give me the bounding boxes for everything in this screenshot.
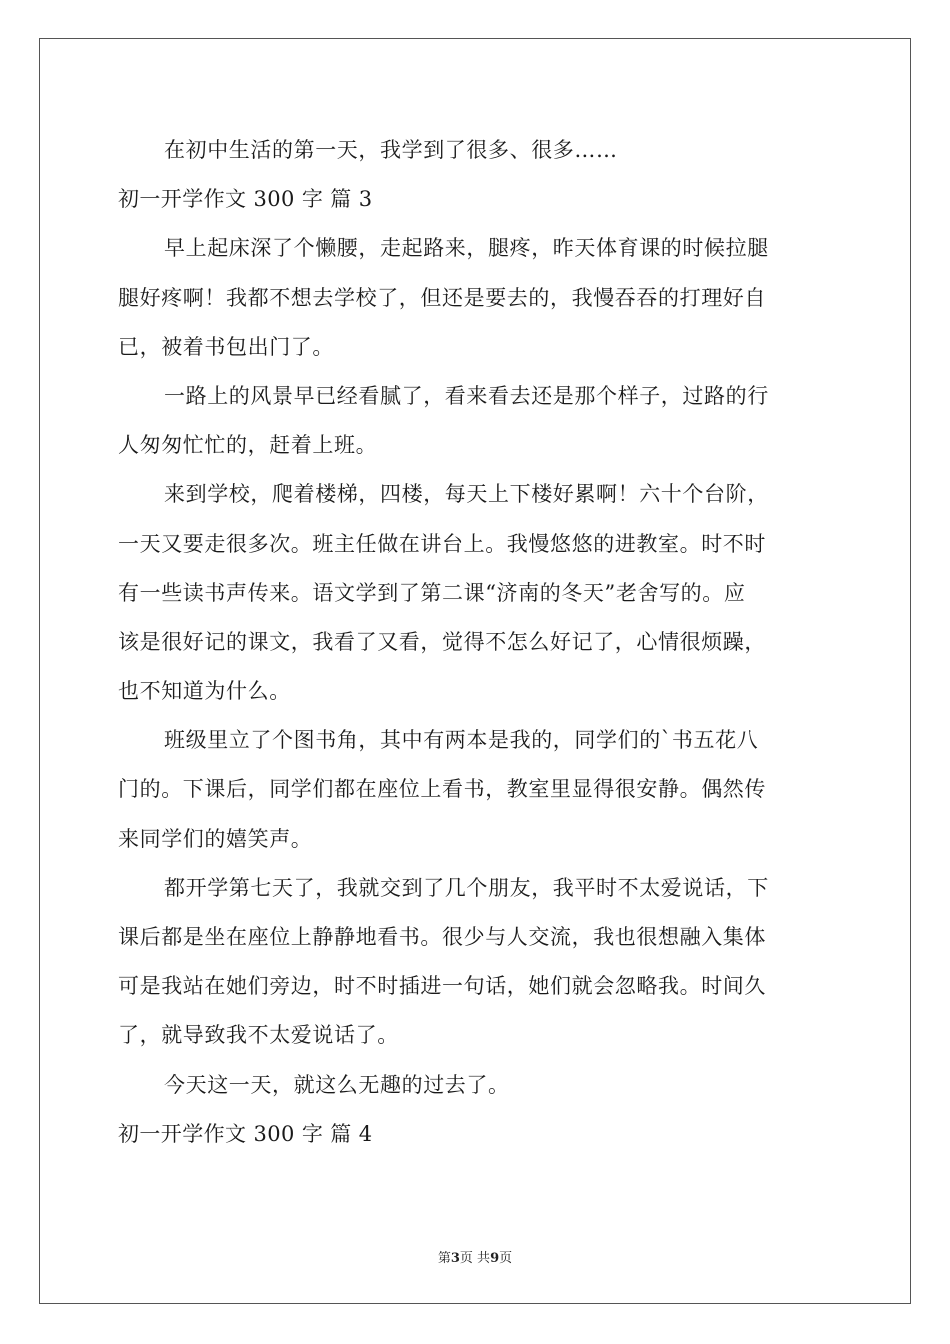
footer-suffix: 页 (499, 1251, 513, 1266)
paragraph-line: 有一些读书声传来。语文学到了第二课“济南的冬天”老舍写的。应 (118, 580, 746, 605)
paragraph-line: 都开学第七天了，我就交到了几个朋友，我平时不太爱说话，下 (164, 875, 769, 900)
paragraph-line: 门的。下课后，同学们都在座位上看书，教室里显得很安静。偶然传 (118, 777, 766, 802)
paragraph-line: 可是我站在她们旁边，时不时插进一句话，她们就会忽略我。时间久 (118, 974, 766, 999)
paragraph-line: 一天又要走很多次。班主任做在讲台上。我慢悠悠的进教室。时不时 (118, 531, 766, 556)
page-footer (0, 1247, 950, 1266)
paragraph-line: 人匆匆忙忙的，赶着上班。 (118, 433, 378, 458)
paragraph-line: 今天这一天，就这么无趣的过去了。 (164, 1072, 510, 1097)
total-page-number: 9 (490, 1251, 500, 1266)
paragraph-line: 已，被着书包出门了。 (118, 334, 334, 359)
current-page-number: 3 (450, 1251, 460, 1266)
paragraph-line: 腿好疼啊！我都不想去学校了，但还是要去的，我慢吞吞的打理好自 (118, 285, 766, 310)
paragraph-line: 课后都是坐在座位上静静地看书。很少与人交流，我也很想融入集体 (118, 925, 766, 949)
paragraph-line: 也不知道为什么。 (118, 679, 291, 704)
paragraph-line: 在初中生活的第一天，我学到了很多、很多…… (164, 138, 618, 162)
paragraph-line: 一路上的风景早已经看腻了，看来看去还是那个样子，过路的行 (164, 383, 769, 408)
footer-prefix: 第 (437, 1251, 451, 1266)
section-heading-3: 初一开学作文 300 字 篇 3 (118, 187, 373, 212)
paragraph-line: 了，就导致我不太爱说话了。 (118, 1023, 399, 1048)
section-heading-4: 初一开学作文 300 字 篇 4 (118, 1121, 373, 1146)
paragraph-line: 班级里立了个图书角，其中有两本是我的，同学们的`书五花八 (164, 728, 759, 753)
paragraph-line: 该是很好记的课文，我看了又看，觉得不怎么好记了，心情很烦躁， (118, 629, 766, 654)
paragraph-line: 来同学们的嬉笑声。 (118, 826, 313, 851)
document-body (118, 126, 833, 1159)
paragraph-line: 早上起床深了个懒腰，走起路来，腿疼，昨天体育课的时候拉腿 (164, 236, 769, 261)
footer-mid: 页 共 (459, 1251, 491, 1266)
paragraph-line: 来到学校，爬着楼梯，四楼，每天上下楼好累啊！六十个台阶， (164, 482, 769, 507)
